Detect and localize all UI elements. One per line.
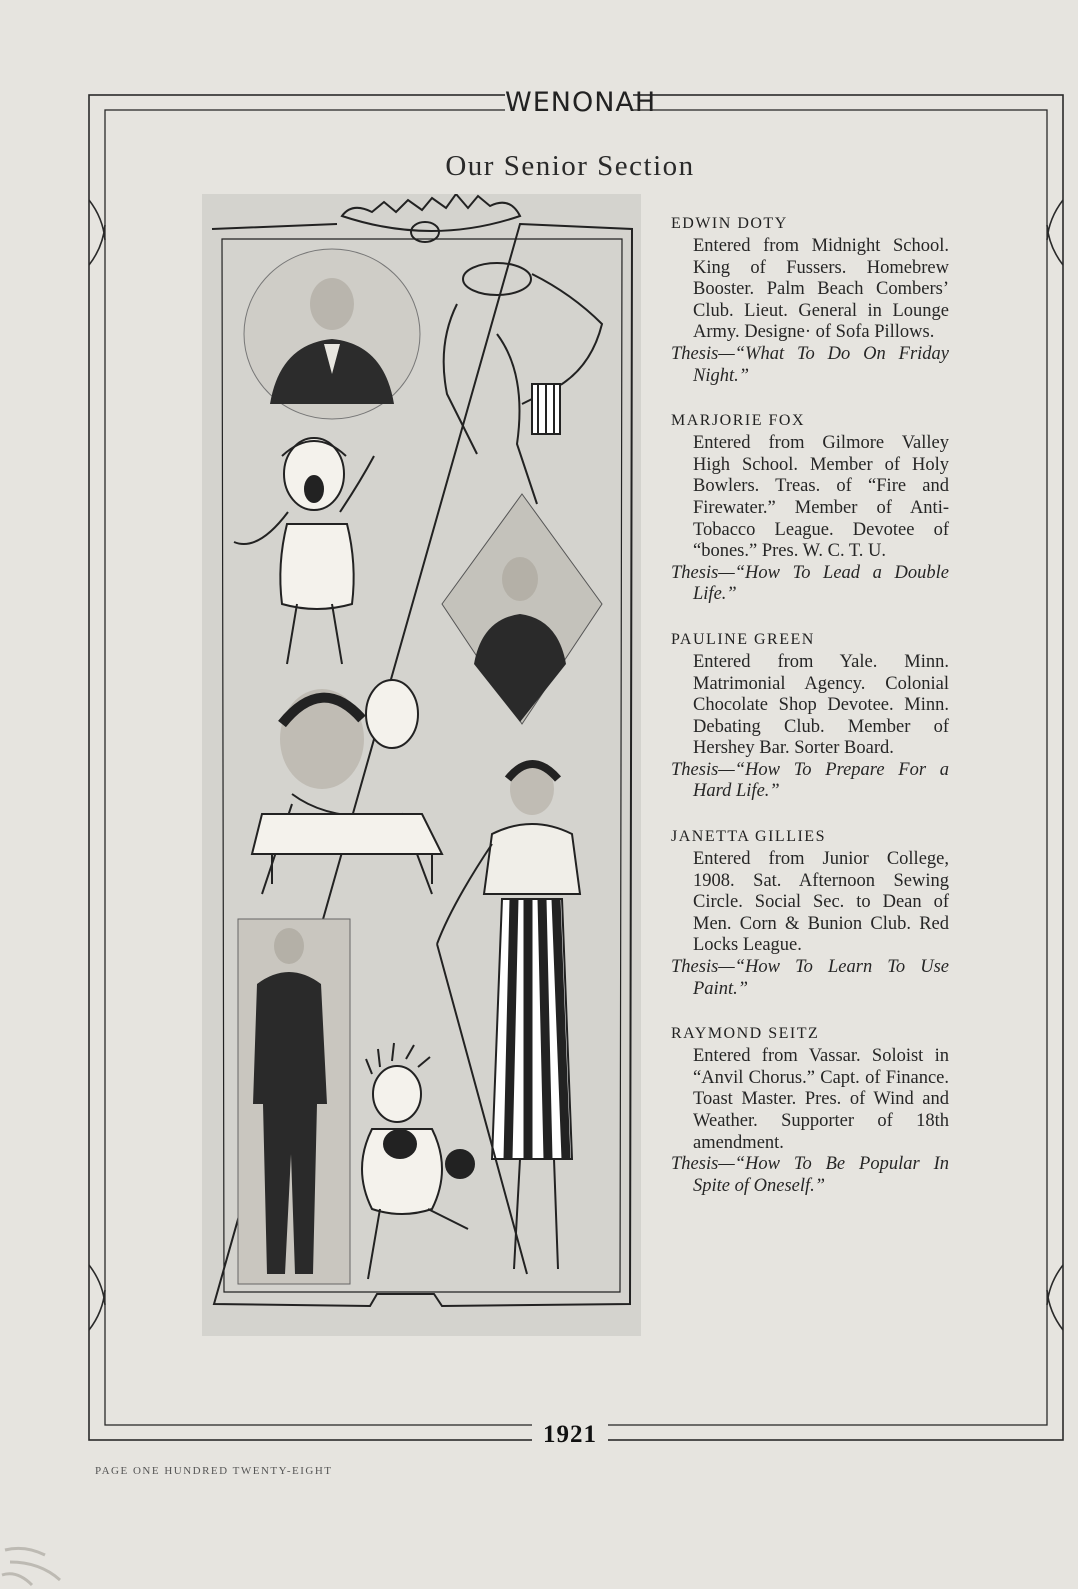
thesis-label: Thesis [671, 343, 719, 364]
entry-marjorie-fox [671, 409, 949, 606]
entry-description: Entered from Yale. Minn. Matrimonial Agency. Colonial Chocolate Shop Devotee. Minn. Debating Club. Member of Hershey Bar. Sorter Board. [693, 651, 949, 759]
thesis-title: —“How To Learn To Use Paint.” [693, 957, 949, 999]
thesis-label: Thesis [671, 562, 719, 583]
entry-description: Entered from Junior College, 1908. Sat. Afternoon Sewing Circle. Social Sec. to Dean of Men. Corn & Bunion Club. Red Locks League. [693, 849, 949, 956]
entry-pauline-green [671, 628, 949, 803]
portrait-edwin-doty [244, 249, 420, 419]
entry-description: Entered from Gilmore Valley High School. Member of Holy Bowlers. Treas. of “Fire and Firewater.” Member of Anti-Tobacco League. Devotee of “bones.” Pres. W. C. T. U. [693, 433, 949, 562]
cartoon-bench-couple [252, 680, 442, 894]
photo-collage [202, 194, 641, 1336]
entry-thesis [671, 1154, 949, 1197]
crest-ornament [342, 194, 520, 242]
thesis-title: —“How To Be Popular In Spite of Oneself.” [693, 1154, 949, 1196]
entry-name: RAYMOND SEITZ [671, 1025, 820, 1043]
portrait-marjorie-fox [442, 494, 602, 724]
entry-name: EDWIN DOTY [671, 215, 788, 232]
cartoon-boxer [362, 1043, 474, 1279]
collage-artwork [202, 194, 641, 1336]
thesis-title: —“How To Lead a Double Life.” [693, 562, 949, 605]
entry-thesis [671, 344, 949, 387]
corner-smudge [0, 1530, 90, 1589]
entry-thesis [671, 563, 949, 606]
senior-entries [671, 212, 949, 1219]
entry-thesis [671, 957, 949, 1000]
yearbook-masthead: WENONAH [505, 87, 657, 118]
entry-name: PAULINE GREEN [671, 630, 815, 648]
entry-thesis [671, 760, 949, 803]
thesis-label: Thesis [671, 1154, 719, 1175]
year-label: 1921 [532, 1418, 608, 1452]
entry-description: Entered from Vassar. Soloist in “Anvil Chorus.” Capt. of Finance. Toast Master. Pres. of Wind and Weather. Supporter of 18th amendment. [693, 1046, 949, 1153]
thesis-title: —“How To Prepare For a Hard Life.” [693, 759, 949, 802]
entry-raymond-seitz [671, 1022, 949, 1197]
entry-name: JANETTA GILLIES [671, 828, 826, 846]
portrait-raymond-seitz [238, 919, 350, 1284]
thesis-label: Thesis [671, 759, 719, 780]
section-title: Our Senior Section [445, 150, 695, 182]
entry-janetta-gillies [671, 825, 949, 1000]
cartoon-woman-striped-skirt [437, 763, 580, 1274]
entry-description: Entered from Midnight School. King of Fussers. Homebrew Booster. Palm Beach Combers’ Club. Lieut. General in Lounge Army. Designe· of Sofa Pillows. [693, 236, 949, 343]
entry-edwin-doty [671, 212, 949, 387]
page-footer: PAGE ONE HUNDRED TWENTY-EIGHT [95, 1465, 333, 1477]
thesis-label: Thesis [671, 957, 719, 978]
cartoon-crying-girl [234, 438, 374, 664]
entry-name: MARJORIE FOX [671, 412, 806, 430]
cartoon-dancing-couple [444, 263, 602, 504]
thesis-title: —“What To Do On Friday Night.” [693, 343, 949, 386]
